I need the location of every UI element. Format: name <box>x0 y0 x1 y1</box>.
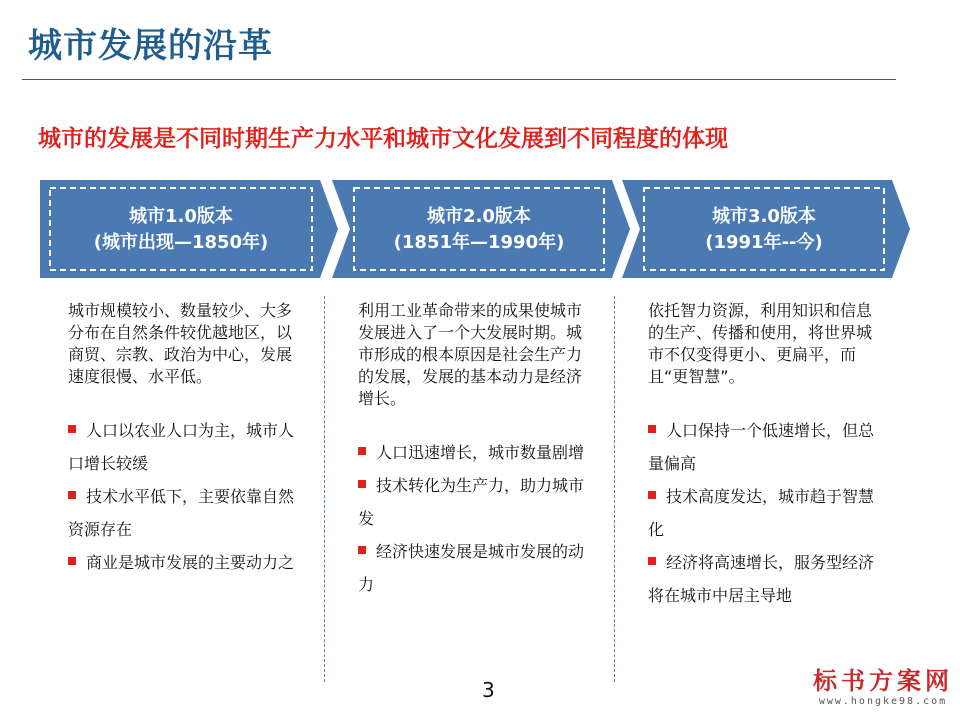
era-3-period: (1991年--今) <box>705 232 823 253</box>
bullet-text: 技术高度发达，城市趋于智慧化 <box>648 487 875 539</box>
slide-subtitle: 城市的发展是不同时期生产力水平和城市文化发展到不同程度的体现 <box>38 126 728 152</box>
watermark-logo: 标书方案网 <box>813 666 953 695</box>
era-3-bullet-list <box>648 414 876 612</box>
red-square-bullet-icon <box>358 480 366 488</box>
bullet-item <box>68 480 296 546</box>
bullet-text: 经济快速发展是城市发展的动力 <box>358 542 585 594</box>
bullet-text: 技术水平低下，主要依靠自然资源存在 <box>68 487 295 539</box>
bullet-text: 技术转化为生产力，助力城市发 <box>358 476 585 528</box>
red-square-bullet-icon <box>648 557 656 565</box>
era-2-column <box>358 300 586 601</box>
era-1-title: 城市1.0版本 <box>129 206 233 227</box>
bullet-text: 人口以农业人口为主，城市人口增长较缓 <box>68 421 295 473</box>
era-2-title: 城市2.0版本 <box>427 206 531 227</box>
era-3-title: 城市3.0版本 <box>712 206 816 227</box>
bullet-item <box>68 546 296 579</box>
era-2-description: 利用工业革命带来的成果使城市发展进入了一个大发展时期。城市形成的根本原因是社会生产力的发展，发展的基本动力是经济增长。 <box>358 301 583 408</box>
watermark-url: www.hongke98.com <box>818 696 948 707</box>
era-2-period: (1851年—1990年) <box>393 232 565 253</box>
red-square-bullet-icon <box>358 447 366 455</box>
era-1-header <box>50 198 312 262</box>
era-3-header <box>644 198 884 262</box>
era-2-header <box>354 198 604 262</box>
red-square-bullet-icon <box>68 491 76 499</box>
bullet-text: 人口保持一个低速增长，但总量偏高 <box>648 421 875 473</box>
bullet-item <box>648 414 876 480</box>
bullet-item <box>648 546 876 612</box>
bullet-item <box>648 480 876 546</box>
era-1-column <box>68 300 296 579</box>
watermark <box>808 668 958 707</box>
era-3-description: 依托智力资源，利用知识和信息的生产、传播和使用，将世界城市不仅变得更小、更扁平，而且“更智慧”。 <box>648 301 873 386</box>
bullet-text: 经济将高速增长，服务型经济将在城市中居主导地 <box>648 553 875 605</box>
bullet-item <box>358 436 586 469</box>
column-divider <box>614 296 615 682</box>
slide-title: 城市发展的沿革 <box>28 26 273 66</box>
bullet-item <box>358 535 586 601</box>
era-1-bullet-list <box>68 414 296 579</box>
era-3-column <box>648 300 876 612</box>
page-number: 3 <box>482 678 495 702</box>
bullet-item <box>358 469 586 535</box>
red-square-bullet-icon <box>358 546 366 554</box>
era-1-period: (城市出现—1850年) <box>93 232 269 253</box>
red-square-bullet-icon <box>648 491 656 499</box>
red-square-bullet-icon <box>648 425 656 433</box>
era-2-bullet-list <box>358 436 586 601</box>
era-1-description: 城市规模较小、数量较少、大多分布在自然条件较优越地区，以商贸、宗教、政治为中心，发展速度很慢、水平低。 <box>68 301 293 386</box>
bullet-text: 人口迅速增长，城市数量剧增 <box>376 443 585 462</box>
column-divider <box>324 296 325 682</box>
red-square-bullet-icon <box>68 425 76 433</box>
bullet-text: 商业是城市发展的主要动力之 <box>86 553 295 572</box>
bullet-item <box>68 414 296 480</box>
red-square-bullet-icon <box>68 557 76 565</box>
